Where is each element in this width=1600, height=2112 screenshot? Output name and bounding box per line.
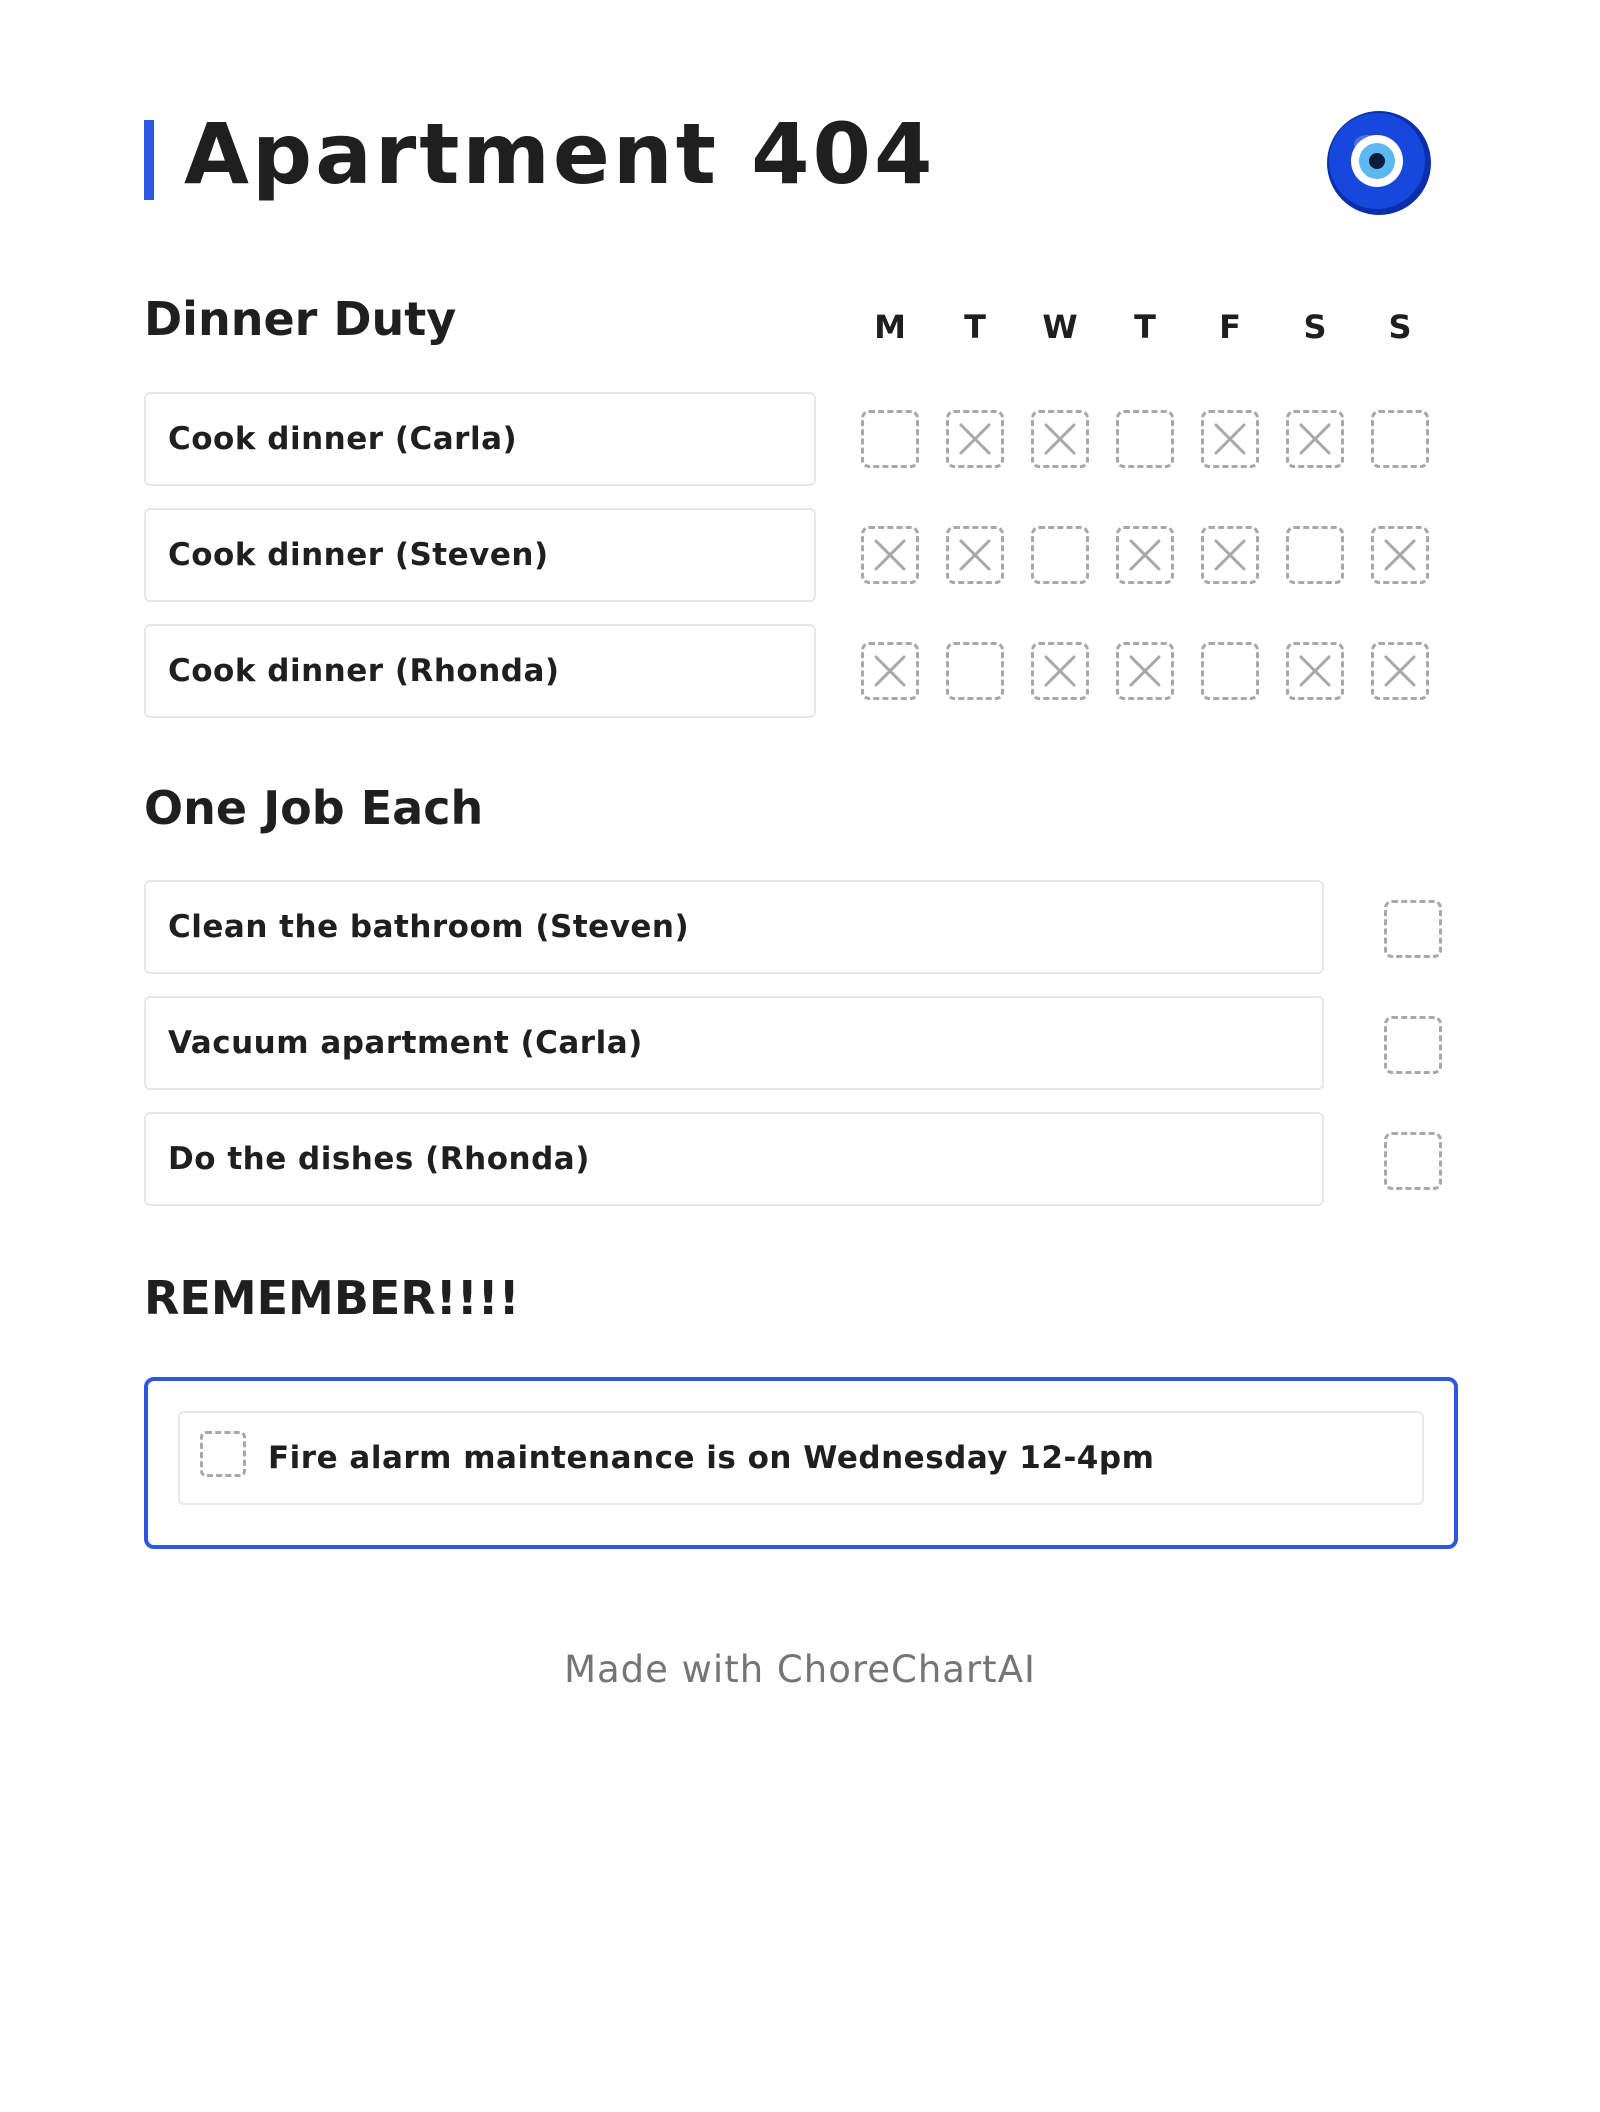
day-checkbox[interactable] [946,642,1004,700]
task-label: Do the dishes (Rhonda) [168,1141,590,1177]
cross-icon [873,538,907,572]
day-checkbox-checked[interactable] [946,410,1004,468]
job-checkbox[interactable] [1384,1016,1442,1074]
day-label: S [1303,308,1327,346]
task-label: Vacuum apartment (Carla) [168,1025,643,1061]
cross-icon [1383,654,1417,688]
cross-icon [1298,654,1332,688]
day-checkbox-checked[interactable] [1116,642,1174,700]
cross-icon [958,538,992,572]
day-label: M [874,308,906,346]
cross-icon [958,422,992,456]
day-checkbox-checked[interactable] [1116,526,1174,584]
remember-label: Fire alarm maintenance is on Wednesday 12-4pm [268,1440,1155,1476]
day-checkbox-checked[interactable] [1031,642,1089,700]
remember-checkbox[interactable] [200,1431,246,1477]
day-checkbox[interactable] [861,410,919,468]
remember-box [144,1377,1458,1549]
remember-heading: REMEMBER!!!! [144,1271,520,1325]
job-task-row [144,1112,1324,1206]
dinner-task-row [144,624,816,718]
dinner-duty-heading: Dinner Duty [144,292,457,346]
cross-icon [1298,422,1332,456]
cross-icon [873,654,907,688]
day-checkbox-checked[interactable] [861,526,919,584]
day-checkbox[interactable] [1116,410,1174,468]
task-label: Cook dinner (Rhonda) [168,653,560,689]
remember-item [178,1411,1424,1505]
job-task-row [144,880,1324,974]
footer-credit: Made with ChoreChartAI [564,1648,1036,1691]
cross-icon [1213,538,1247,572]
task-label: Clean the bathroom (Steven) [168,909,690,945]
day-checkbox[interactable] [1286,526,1344,584]
cross-icon [1043,654,1077,688]
day-checkbox-checked[interactable] [1201,526,1259,584]
day-checkbox-checked[interactable] [861,642,919,700]
day-checkbox-checked[interactable] [1031,410,1089,468]
day-label: W [1042,308,1078,346]
job-checkbox[interactable] [1384,1132,1442,1190]
day-checkbox[interactable] [1031,526,1089,584]
task-label: Cook dinner (Steven) [168,537,549,573]
day-checkbox-checked[interactable] [1371,642,1429,700]
day-checkbox[interactable] [1201,642,1259,700]
title-accent-bar [144,120,154,200]
day-checkbox-checked[interactable] [1371,526,1429,584]
cross-icon [1383,538,1417,572]
day-label: F [1219,308,1241,346]
cross-icon [1213,422,1247,456]
day-checkbox[interactable] [1371,410,1429,468]
day-checkbox-checked[interactable] [1286,410,1344,468]
task-label: Cook dinner (Carla) [168,421,518,457]
cross-icon [1043,422,1077,456]
dinner-task-row [144,508,816,602]
job-checkbox[interactable] [1384,900,1442,958]
day-label: T [964,308,986,346]
day-checkbox-checked[interactable] [946,526,1004,584]
cross-icon [1128,654,1162,688]
day-label: S [1388,308,1412,346]
evil-eye-icon [1326,110,1432,216]
one-job-each-heading: One Job Each [144,781,484,835]
day-label: T [1134,308,1156,346]
dinner-task-row [144,392,816,486]
cross-icon [1128,538,1162,572]
page-title: Apartment 404 [184,105,936,203]
job-task-row [144,996,1324,1090]
day-checkbox-checked[interactable] [1201,410,1259,468]
day-checkbox-checked[interactable] [1286,642,1344,700]
